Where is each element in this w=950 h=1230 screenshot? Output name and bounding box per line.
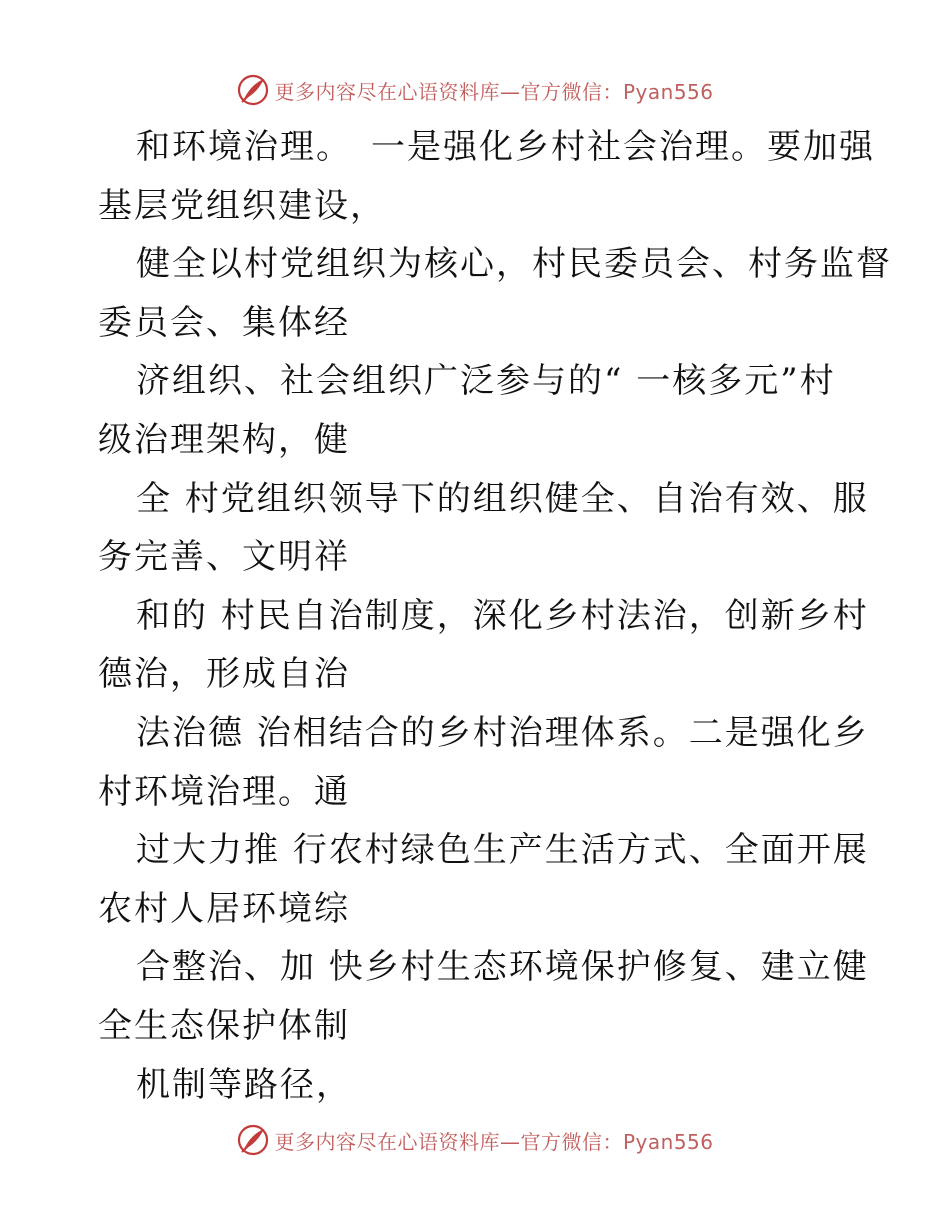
watermark-text: 更多内容尽在心语资料库—官方微信：Pyan556 [274, 79, 714, 104]
watermark-text: 更多内容尽在心语资料库—官方微信：Pyan556 [274, 1129, 714, 1154]
document-body [98, 118, 892, 1114]
wechat-id: Pyan556 [622, 1129, 714, 1154]
feather-logo-icon [236, 1123, 270, 1157]
text-line: 过大力推 行农村绿色生产生活方式、全面开展 [136, 830, 869, 871]
text-line: 基层党组织建设， [98, 185, 386, 226]
text-line: 全生态保护体制 [98, 1005, 350, 1046]
text-line: 村环境治理。通 [98, 771, 350, 812]
wechat-id: Pyan556 [622, 79, 714, 104]
text-line: 全 村党组织领导下的组织健全、自治有效、服 [136, 478, 869, 519]
text-line: 德治，形成自治 [98, 654, 350, 695]
text-line: 合整治、加 快乡村生态环境保护修复、建立健 [136, 947, 869, 988]
footer-watermark [0, 1120, 950, 1160]
text-line: 委员会、集体经 [98, 302, 350, 343]
text-line: 和环境治理。 一是强化乡村社会治理。要加强 [136, 127, 875, 167]
text-line: 和的 村民自治制度，深化乡村法治，创新乡村 [136, 595, 869, 636]
text-line: 务完善、文明祥 [98, 537, 350, 578]
text-line: 农村人居环境综 [98, 888, 350, 929]
header-watermark [0, 70, 950, 110]
feather-logo-icon [236, 73, 270, 107]
text-line: 级治理架构，健 [98, 419, 350, 460]
text-line: 健全以村党组织为核心，村民委员会、村务监督 [136, 244, 892, 285]
text-line: 机制等路径， [136, 1064, 352, 1105]
text-line: 济组织、社会组织广泛参与的“ 一核多元”村 [136, 361, 836, 402]
text-line: 法治德 治相结合的乡村治理体系。二是强化乡 [136, 712, 869, 753]
